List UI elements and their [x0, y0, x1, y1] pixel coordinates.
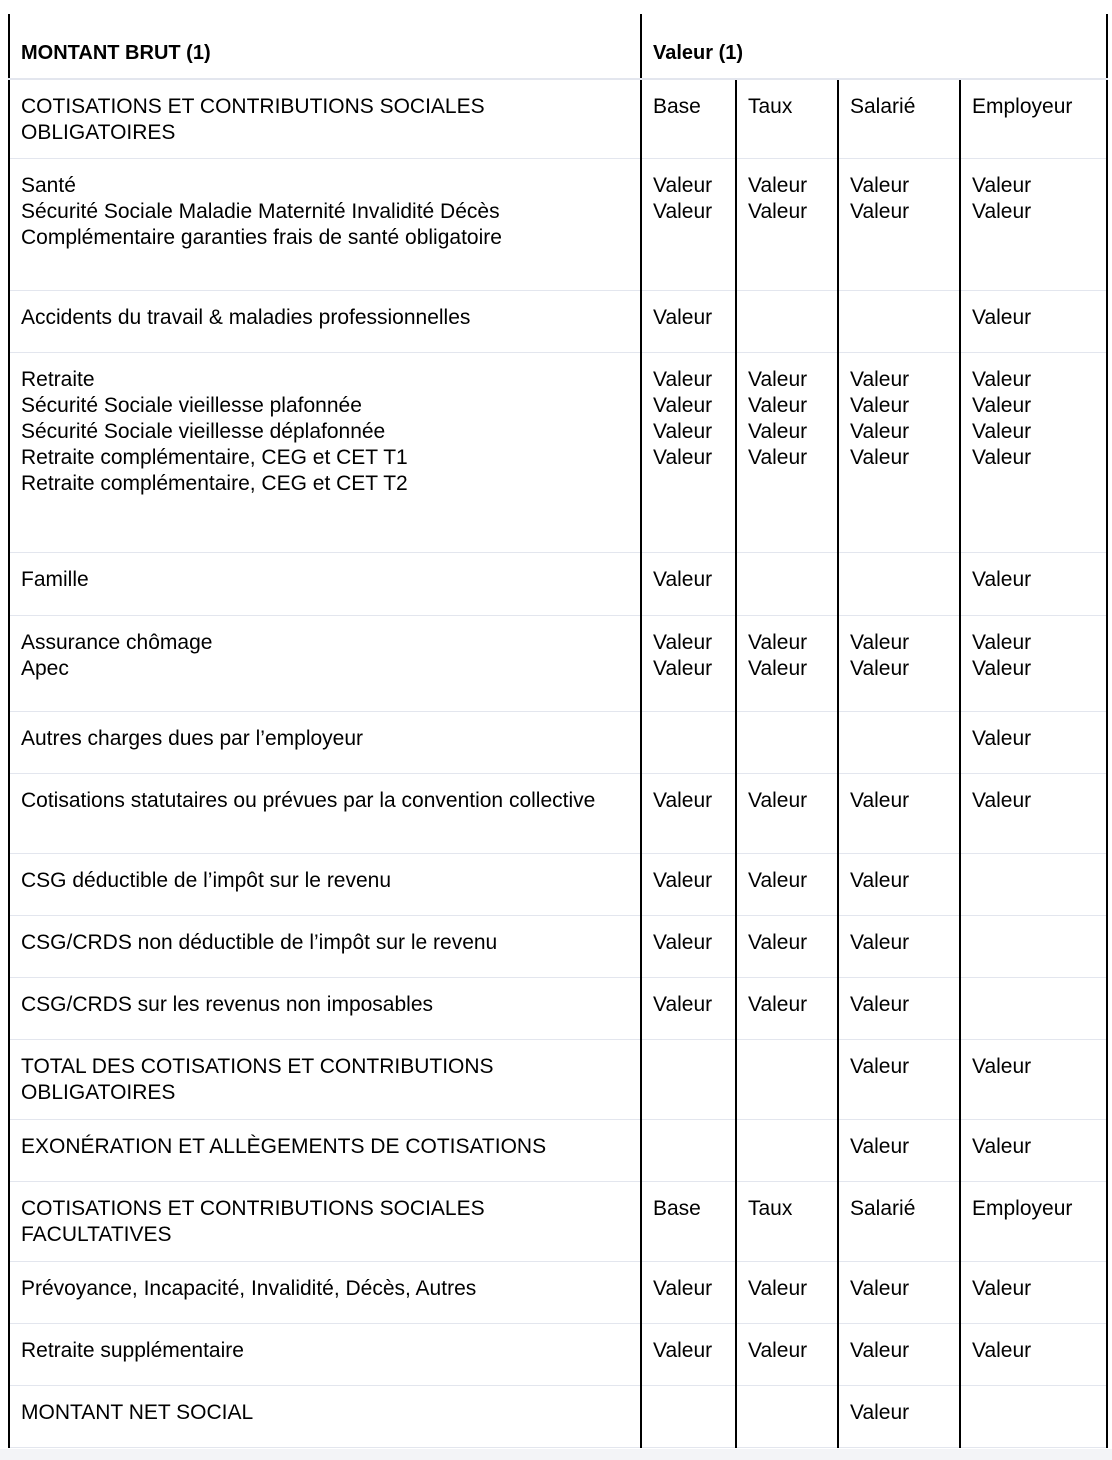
row-label-line: CSG/CRDS sur les revenus non imposables — [21, 992, 434, 1016]
cell-employeur — [960, 853, 1107, 915]
cell-value: Base — [653, 1196, 701, 1220]
cell-taux — [736, 711, 838, 773]
cell-base — [641, 711, 736, 773]
cell-taux — [736, 290, 838, 352]
cell-employeur — [960, 1323, 1107, 1385]
cell-taux — [736, 79, 838, 158]
cell-label — [9, 1385, 641, 1447]
cell-value: Valeur — [850, 1134, 910, 1158]
payslip-table — [8, 14, 1108, 1448]
cell-employeur — [960, 79, 1107, 158]
cell-taux — [736, 352, 838, 552]
cell-value: Valeur — [653, 199, 713, 223]
table-row — [9, 1119, 1107, 1181]
cell-salarie — [838, 290, 960, 352]
row-label-line: Santé — [21, 173, 76, 197]
cell-value: Salarié — [850, 95, 916, 118]
cell-employeur — [960, 158, 1107, 290]
cell-label — [9, 552, 641, 615]
header-valeur: Valeur (1) — [641, 14, 1107, 79]
cell-value: Valeur — [850, 656, 910, 680]
cell-value: Valeur — [972, 630, 1032, 654]
cell-taux — [736, 1039, 838, 1119]
table-row — [9, 1039, 1107, 1119]
cell-salarie — [838, 1039, 960, 1119]
row-label-line: Famille — [21, 567, 89, 591]
cell-value: Valeur — [850, 630, 910, 654]
page-bottom-strip — [0, 1449, 1112, 1460]
cell-value: Valeur — [653, 173, 713, 197]
cell-employeur — [960, 1181, 1107, 1261]
row-label-line: Retraite — [21, 367, 95, 391]
cell-value: Valeur — [972, 567, 1032, 591]
cell-value: Valeur — [748, 445, 808, 469]
cell-label — [9, 711, 641, 773]
cell-base — [641, 773, 736, 853]
cell-value: Valeur — [972, 419, 1032, 443]
cell-value: Valeur — [850, 992, 910, 1016]
table-row — [9, 711, 1107, 773]
cell-base — [641, 552, 736, 615]
cell-value: Valeur — [748, 393, 808, 417]
cell-base — [641, 1119, 736, 1181]
row-label-line: TOTAL DES COTISATIONS ET CONTRIBUTIONS OBLIGATOIRES — [21, 1054, 494, 1104]
cell-base — [641, 1261, 736, 1323]
cell-label — [9, 853, 641, 915]
cell-label — [9, 915, 641, 977]
cell-label — [9, 1261, 641, 1323]
payslip-table-body — [9, 14, 1107, 1447]
cell-taux — [736, 1119, 838, 1181]
table-row — [9, 1385, 1107, 1447]
cell-value: Valeur — [850, 1276, 910, 1300]
cell-value: Valeur — [748, 868, 808, 892]
cell-employeur — [960, 1261, 1107, 1323]
cell-base — [641, 1323, 736, 1385]
cell-label — [9, 352, 641, 552]
header-montant-brut: MONTANT BRUT (1) — [9, 14, 641, 79]
cell-salarie — [838, 773, 960, 853]
cell-value: Valeur — [653, 1276, 713, 1300]
cell-value: Valeur — [972, 367, 1032, 391]
cell-employeur — [960, 615, 1107, 711]
cell-value: Valeur — [972, 726, 1032, 750]
cell-value: Valeur — [653, 656, 713, 680]
cell-value: Valeur — [653, 393, 713, 417]
cell-label — [9, 79, 641, 158]
cell-label — [9, 158, 641, 290]
row-label-line: Cotisations statutaires ou prévues par la convention collective — [21, 788, 596, 812]
cell-value: Valeur — [748, 656, 808, 680]
table-row — [9, 1261, 1107, 1323]
cell-value: Valeur — [653, 445, 713, 469]
cell-value: Valeur — [850, 1338, 910, 1362]
cell-salarie — [838, 711, 960, 773]
cell-salarie — [838, 977, 960, 1039]
cell-salarie — [838, 352, 960, 552]
row-label-line: Retraite complémentaire, CEG et CET T1 — [21, 445, 408, 469]
cell-employeur — [960, 1039, 1107, 1119]
cell-value: Valeur — [748, 199, 808, 223]
cell-salarie — [838, 1181, 960, 1261]
cell-value: Valeur — [653, 367, 713, 391]
cell-value: Valeur — [850, 367, 910, 391]
cell-value: Valeur — [850, 445, 910, 469]
cell-taux — [736, 773, 838, 853]
cell-value: Valeur — [653, 868, 713, 892]
cell-taux — [736, 552, 838, 615]
cell-taux — [736, 158, 838, 290]
cell-salarie — [838, 1261, 960, 1323]
cell-value: Valeur — [653, 930, 713, 954]
cell-salarie — [838, 853, 960, 915]
cell-value: Valeur — [972, 305, 1032, 329]
cell-employeur — [960, 977, 1107, 1039]
cell-value: Valeur — [653, 305, 713, 329]
cell-base — [641, 290, 736, 352]
cell-base — [641, 1385, 736, 1447]
cell-label — [9, 773, 641, 853]
cell-base — [641, 158, 736, 290]
cell-taux — [736, 977, 838, 1039]
cell-value: Valeur — [653, 419, 713, 443]
cell-value: Valeur — [748, 1338, 808, 1362]
row-label-line: CSG déductible de l’impôt sur le revenu — [21, 868, 392, 892]
cell-base — [641, 1039, 736, 1119]
row-label-line: Assurance chômage — [21, 630, 213, 654]
cell-value: Valeur — [850, 393, 910, 417]
cell-value: Valeur — [972, 393, 1032, 417]
cell-employeur — [960, 1119, 1107, 1181]
cell-base — [641, 977, 736, 1039]
cell-taux — [736, 1323, 838, 1385]
cell-salarie — [838, 615, 960, 711]
cell-salarie — [838, 915, 960, 977]
cell-label — [9, 1039, 641, 1119]
cell-base — [641, 1181, 736, 1261]
table-header-row — [9, 14, 1107, 79]
row-label-line: COTISATIONS ET CONTRIBUTIONS SOCIALES OBLIGATOIRES — [21, 95, 485, 144]
cell-value: Valeur — [653, 1338, 713, 1362]
cell-value: Valeur — [748, 173, 808, 197]
table-row — [9, 1181, 1107, 1261]
cell-value: Valeur — [972, 199, 1032, 223]
row-label-line: Sécurité Sociale Maladie Maternité Invalidité Décès — [21, 199, 500, 223]
cell-employeur — [960, 773, 1107, 853]
row-label-line: Sécurité Sociale vieillesse plafonnée — [21, 393, 362, 417]
cell-taux — [736, 1261, 838, 1323]
cell-value: Employeur — [972, 95, 1073, 118]
cell-value: Valeur — [748, 788, 808, 812]
cell-value: Valeur — [850, 419, 910, 443]
cell-value: Valeur — [748, 630, 808, 654]
table-row — [9, 158, 1107, 290]
table-row — [9, 977, 1107, 1039]
cell-value: Valeur — [748, 992, 808, 1016]
cell-employeur — [960, 290, 1107, 352]
row-label-line: Apec — [21, 656, 69, 680]
cell-value: Taux — [748, 95, 793, 118]
table-row — [9, 290, 1107, 352]
table-row — [9, 773, 1107, 853]
cell-employeur — [960, 915, 1107, 977]
cell-value: Valeur — [972, 1276, 1032, 1300]
table-row — [9, 615, 1107, 711]
cell-salarie — [838, 1385, 960, 1447]
cell-salarie — [838, 1323, 960, 1385]
cell-label — [9, 1119, 641, 1181]
cell-taux — [736, 915, 838, 977]
row-label-line: Autres charges dues par l’employeur — [21, 726, 364, 750]
cell-employeur — [960, 711, 1107, 773]
cell-label — [9, 615, 641, 711]
cell-value: Valeur — [850, 173, 910, 197]
cell-label — [9, 977, 641, 1039]
row-label-line: COTISATIONS ET CONTRIBUTIONS SOCIALES FACULTATIVES — [21, 1196, 485, 1246]
cell-value: Base — [653, 95, 701, 118]
table-row — [9, 79, 1107, 158]
table-row — [9, 1323, 1107, 1385]
row-label-line: EXONÉRATION ET ALLÈGEMENTS DE COTISATIONS — [21, 1134, 547, 1158]
row-label-line: Prévoyance, Incapacité, Invalidité, Décès, Autres — [21, 1276, 477, 1300]
row-label-line: Complémentaire garanties frais de santé obligatoire — [21, 225, 502, 249]
cell-value: Valeur — [850, 930, 910, 954]
cell-value: Valeur — [850, 868, 910, 892]
cell-base — [641, 79, 736, 158]
cell-salarie — [838, 79, 960, 158]
cell-value: Valeur — [972, 656, 1032, 680]
cell-value: Valeur — [850, 788, 910, 812]
table-row — [9, 552, 1107, 615]
cell-value: Employeur — [972, 1196, 1073, 1220]
cell-employeur — [960, 352, 1107, 552]
table-row — [9, 915, 1107, 977]
cell-value: Valeur — [748, 419, 808, 443]
cell-label — [9, 290, 641, 352]
cell-value: Valeur — [972, 1338, 1032, 1362]
table-row — [9, 352, 1107, 552]
row-label-line: Sécurité Sociale vieillesse déplafonnée — [21, 419, 386, 443]
cell-salarie — [838, 1119, 960, 1181]
cell-value: Valeur — [748, 930, 808, 954]
row-label-line: Accidents du travail & maladies professionnelles — [21, 305, 471, 329]
table-row — [9, 853, 1107, 915]
row-label-line: Retraite supplémentaire — [21, 1338, 244, 1362]
cell-value: Valeur — [850, 199, 910, 223]
cell-value: Valeur — [653, 788, 713, 812]
cell-base — [641, 853, 736, 915]
cell-value: Salarié — [850, 1196, 916, 1220]
cell-value: Valeur — [972, 788, 1032, 812]
row-label-line: CSG/CRDS non déductible de l’impôt sur le revenu — [21, 930, 498, 954]
cell-value: Valeur — [653, 630, 713, 654]
cell-value: Valeur — [972, 1054, 1032, 1078]
cell-salarie — [838, 158, 960, 290]
row-label-line: MONTANT NET SOCIAL — [21, 1400, 254, 1424]
cell-value: Valeur — [972, 445, 1032, 469]
cell-label — [9, 1323, 641, 1385]
cell-salarie — [838, 552, 960, 615]
cell-taux — [736, 1181, 838, 1261]
cell-taux — [736, 615, 838, 711]
cell-value: Taux — [748, 1196, 793, 1220]
cell-taux — [736, 853, 838, 915]
cell-base — [641, 915, 736, 977]
cell-value: Valeur — [850, 1400, 910, 1424]
cell-value: Valeur — [850, 1054, 910, 1078]
cell-employeur — [960, 552, 1107, 615]
cell-taux — [736, 1385, 838, 1447]
cell-label — [9, 1181, 641, 1261]
cell-value: Valeur — [972, 173, 1032, 197]
cell-value: Valeur — [653, 567, 713, 591]
row-label-line: Retraite complémentaire, CEG et CET T2 — [21, 471, 408, 495]
cell-value: Valeur — [748, 367, 808, 391]
cell-value: Valeur — [653, 992, 713, 1016]
cell-value: Valeur — [748, 1276, 808, 1300]
cell-base — [641, 352, 736, 552]
cell-value: Valeur — [972, 1134, 1032, 1158]
cell-base — [641, 615, 736, 711]
cell-employeur — [960, 1385, 1107, 1447]
